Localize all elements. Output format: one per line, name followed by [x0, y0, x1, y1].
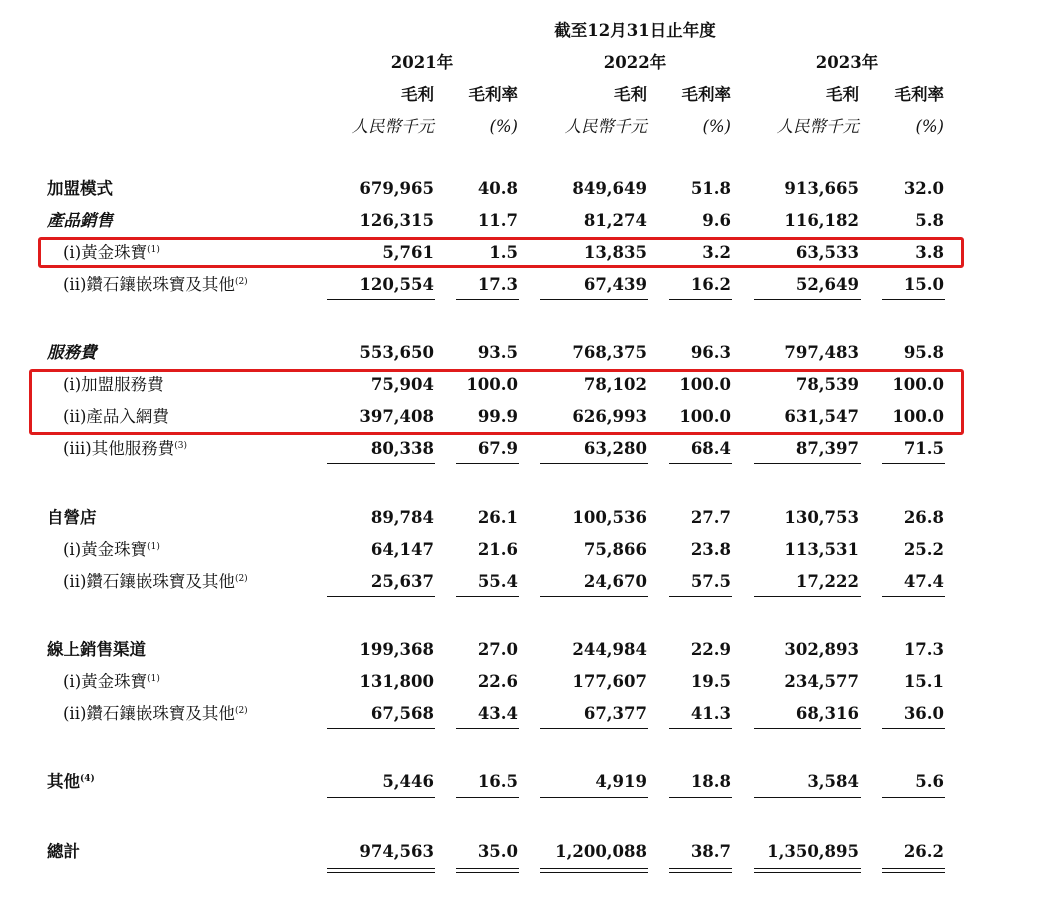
unit-gp-2023: 人民幣千元	[776, 117, 859, 136]
row-label	[47, 508, 97, 528]
row-label	[63, 275, 248, 295]
gross-profit-cell: 24,670	[583, 572, 647, 591]
gross-profit-cell: 80,338	[370, 439, 434, 458]
row-label	[47, 179, 113, 199]
row-label-text: (ii)鑽石鑲嵌珠寶及其他	[63, 704, 235, 723]
col-gp-2021: 毛利	[401, 85, 434, 104]
gross-profit-cell: 64,147	[370, 540, 434, 559]
gross-margin-cell: 27.7	[690, 508, 731, 527]
table-rule	[669, 868, 732, 869]
gross-margin-cell: 22.9	[690, 640, 731, 659]
row-label-text: 總計	[47, 842, 80, 861]
year-2022: 2022年	[603, 53, 667, 72]
table-rule	[327, 596, 435, 597]
table-rule	[669, 463, 732, 464]
footnote-marker: (1)	[147, 674, 160, 684]
row-label	[63, 672, 160, 692]
footnote-marker: (2)	[234, 706, 248, 716]
gross-profit-cell: 626,993	[572, 407, 647, 426]
row-label-text: (ii)鑽石鑲嵌珠寶及其他	[63, 572, 235, 591]
row-label	[47, 842, 80, 862]
table-rule	[754, 596, 861, 597]
gross-margin-cell: 15.1	[903, 672, 944, 691]
gross-margin-cell: 96.3	[690, 343, 731, 362]
footnote-marker: (3)	[174, 441, 187, 451]
gross-profit-cell: 631,547	[784, 407, 859, 426]
row-label-text: (i)黃金珠寶	[63, 243, 148, 262]
gross-profit-cell: 5,446	[382, 772, 434, 791]
row-label-text: (i)加盟服務費	[63, 375, 164, 394]
gross-margin-cell: 68.4	[690, 439, 731, 458]
row-label-text: (iii)其他服務費	[63, 439, 175, 458]
table-rule	[882, 596, 945, 597]
row-label	[47, 343, 97, 363]
table-rule	[882, 797, 945, 798]
gross-margin-cell: 16.2	[690, 275, 731, 294]
gross-profit-cell: 78,102	[583, 375, 647, 394]
gross-margin-cell: 100.0	[466, 375, 518, 394]
row-label-text: 自營店	[47, 508, 97, 527]
gross-profit-cell: 63,533	[795, 243, 859, 262]
gross-profit-cell: 17,222	[795, 572, 859, 591]
table-rule	[456, 728, 519, 729]
year-2023: 2023年	[815, 53, 879, 72]
gross-profit-cell: 1,200,088	[555, 842, 647, 861]
gross-margin-cell: 9.6	[702, 211, 731, 230]
gross-profit-cell: 553,650	[359, 343, 434, 362]
footnote-marker: (2)	[234, 277, 248, 287]
gross-profit-cell: 113,531	[784, 540, 859, 559]
table-rule	[327, 797, 435, 798]
unit-margin-2022: (%)	[702, 117, 731, 136]
table-rule	[540, 872, 648, 873]
gross-profit-cell: 126,315	[359, 211, 434, 230]
footnote-marker: (2)	[234, 574, 248, 584]
gross-margin-cell: 55.4	[477, 572, 518, 591]
gross-profit-cell: 797,483	[784, 343, 859, 362]
gross-profit-cell: 3,584	[807, 772, 859, 791]
gross-margin-cell: 21.6	[477, 540, 518, 559]
highlight-box-service-fees	[29, 369, 964, 435]
gross-margin-cell: 23.8	[690, 540, 731, 559]
row-label	[63, 572, 248, 592]
row-label	[47, 772, 95, 792]
gross-profit-cell: 87,397	[795, 439, 859, 458]
gross-profit-cell: 67,568	[370, 704, 434, 723]
gross-margin-cell: 3.2	[702, 243, 731, 262]
gross-profit-cell: 4,919	[595, 772, 647, 791]
gross-profit-cell: 131,800	[359, 672, 434, 691]
highlight-box-gold-franchise	[38, 237, 964, 268]
table-rule	[327, 299, 435, 300]
row-label-text: 線上銷售渠道	[47, 640, 146, 659]
gross-profit-cell: 1,350,895	[767, 842, 859, 861]
gross-margin-cell: 26.2	[903, 842, 944, 861]
gross-profit-cell: 100,536	[572, 508, 647, 527]
gross-profit-cell: 81,274	[583, 211, 647, 230]
gross-margin-cell: 43.4	[477, 704, 518, 723]
table-rule	[754, 797, 861, 798]
gross-margin-cell: 19.5	[690, 672, 731, 691]
gross-margin-cell: 16.5	[477, 772, 518, 791]
footnote-marker: (1)	[147, 245, 160, 255]
table-rule	[754, 463, 861, 464]
row-label	[63, 540, 160, 560]
row-label-text: 加盟模式	[47, 179, 113, 198]
unit-margin-2023: (%)	[915, 117, 944, 136]
table-rule	[754, 872, 861, 873]
year-2021: 2021年	[390, 53, 454, 72]
gross-margin-cell: 17.3	[903, 640, 944, 659]
row-label-text: (ii)鑽石鑲嵌珠寶及其他	[63, 275, 235, 294]
footnote-marker: (1)	[147, 542, 160, 552]
gross-margin-cell: 95.8	[903, 343, 944, 362]
gross-margin-cell: 11.7	[477, 211, 518, 230]
period-header: 截至12月31日止年度	[554, 21, 716, 40]
gross-profit-cell: 244,984	[572, 640, 647, 659]
table-rule	[540, 463, 648, 464]
gross-profit-cell: 67,377	[583, 704, 647, 723]
gross-profit-cell: 25,637	[370, 572, 434, 591]
gross-margin-cell: 38.7	[690, 842, 731, 861]
gross-profit-cell: 67,439	[583, 275, 647, 294]
table-rule	[540, 868, 648, 869]
gross-margin-cell: 5.8	[915, 211, 944, 230]
table-rule	[327, 728, 435, 729]
gross-margin-cell: 22.6	[477, 672, 518, 691]
row-label-text: (i)黃金珠寶	[63, 672, 148, 691]
table-rule	[327, 463, 435, 464]
gross-margin-cell: 35.0	[477, 842, 518, 861]
table-rule	[540, 299, 648, 300]
gross-profit-cell: 849,649	[572, 179, 647, 198]
gross-margin-cell: 26.8	[903, 508, 944, 527]
unit-margin-2021: (%)	[489, 117, 518, 136]
gross-profit-cell: 78,539	[795, 375, 859, 394]
table-rule	[882, 868, 945, 869]
table-rule	[882, 463, 945, 464]
gross-profit-cell: 234,577	[784, 672, 859, 691]
gross-profit-cell: 68,316	[795, 704, 859, 723]
col-margin-2023: 毛利率	[894, 85, 944, 104]
gross-margin-cell: 32.0	[903, 179, 944, 198]
table-rule	[754, 868, 861, 869]
gross-profit-cell: 120,554	[359, 275, 434, 294]
gross-margin-cell: 36.0	[903, 704, 944, 723]
row-label	[63, 704, 248, 724]
col-gp-2023: 毛利	[826, 85, 859, 104]
gross-profit-cell: 397,408	[359, 407, 434, 426]
gross-profit-cell: 89,784	[370, 508, 434, 527]
gross-margin-cell: 17.3	[477, 275, 518, 294]
table-rule	[669, 728, 732, 729]
gross-margin-cell: 99.9	[477, 407, 518, 426]
table-rule	[882, 728, 945, 729]
row-label-text: (i)黃金珠寶	[63, 540, 148, 559]
table-rule	[669, 872, 732, 873]
table-rule	[456, 463, 519, 464]
gross-profit-cell: 116,182	[784, 211, 859, 230]
gross-margin-cell: 100.0	[679, 407, 731, 426]
gross-margin-cell: 57.5	[690, 572, 731, 591]
table-rule	[540, 596, 648, 597]
table-rule	[456, 872, 519, 873]
gross-profit-cell: 75,866	[583, 540, 647, 559]
row-label-text: 服務費	[47, 343, 97, 362]
table-rule	[540, 728, 648, 729]
row-label	[63, 439, 187, 459]
gross-profit-cell: 679,965	[359, 179, 434, 198]
gross-margin-cell: 93.5	[477, 343, 518, 362]
gross-margin-cell: 40.8	[477, 179, 518, 198]
row-label	[47, 211, 113, 231]
row-label	[47, 640, 146, 660]
table-rule	[327, 868, 435, 869]
table-rule	[456, 596, 519, 597]
unit-gp-2022: 人民幣千元	[564, 117, 647, 136]
gross-profit-cell: 177,607	[572, 672, 647, 691]
row-label-text: 其他	[47, 772, 80, 791]
gross-margin-cell: 41.3	[690, 704, 731, 723]
table-rule	[882, 299, 945, 300]
table-rule	[456, 299, 519, 300]
table-rule	[882, 872, 945, 873]
gross-margin-cell: 18.8	[690, 772, 731, 791]
table-rule	[456, 797, 519, 798]
gross-profit-cell: 5,761	[382, 243, 434, 262]
gross-profit-cell: 199,368	[359, 640, 434, 659]
gross-profit-cell: 974,563	[359, 842, 434, 861]
unit-gp-2021: 人民幣千元	[351, 117, 434, 136]
gross-margin-cell: 15.0	[903, 275, 944, 294]
col-gp-2022: 毛利	[614, 85, 647, 104]
row-label-text: (ii)產品入網費	[63, 407, 169, 426]
footnote-marker: (4)	[80, 774, 95, 784]
table-rule	[540, 797, 648, 798]
col-margin-2021: 毛利率	[468, 85, 518, 104]
table-rule	[456, 868, 519, 869]
gross-profit-cell: 52,649	[795, 275, 859, 294]
gross-margin-cell: 27.0	[477, 640, 518, 659]
table-rule	[327, 872, 435, 873]
gross-margin-cell: 100.0	[679, 375, 731, 394]
gross-margin-cell: 47.4	[903, 572, 944, 591]
gross-profit-cell: 75,904	[370, 375, 434, 394]
gross-margin-cell: 5.6	[915, 772, 944, 791]
table-rule	[754, 299, 861, 300]
gross-margin-cell: 100.0	[892, 407, 944, 426]
gross-profit-cell: 63,280	[583, 439, 647, 458]
table-rule	[669, 299, 732, 300]
gross-margin-cell: 51.8	[690, 179, 731, 198]
gross-margin-cell: 67.9	[477, 439, 518, 458]
gross-margin-cell: 26.1	[477, 508, 518, 527]
table-rule	[669, 596, 732, 597]
gross-profit-cell: 13,835	[583, 243, 647, 262]
table-rule	[754, 728, 861, 729]
gross-profit-cell: 130,753	[784, 508, 859, 527]
gross-margin-cell: 71.5	[903, 439, 944, 458]
gross-margin-cell: 3.8	[915, 243, 944, 262]
gross-profit-cell: 768,375	[572, 343, 647, 362]
gross-margin-cell: 1.5	[489, 243, 518, 262]
gross-margin-cell: 100.0	[892, 375, 944, 394]
table-rule	[669, 797, 732, 798]
gross-profit-cell: 302,893	[784, 640, 859, 659]
gross-profit-cell: 913,665	[784, 179, 859, 198]
gross-margin-cell: 25.2	[903, 540, 944, 559]
col-margin-2022: 毛利率	[681, 85, 731, 104]
row-label-text: 產品銷售	[47, 211, 113, 230]
